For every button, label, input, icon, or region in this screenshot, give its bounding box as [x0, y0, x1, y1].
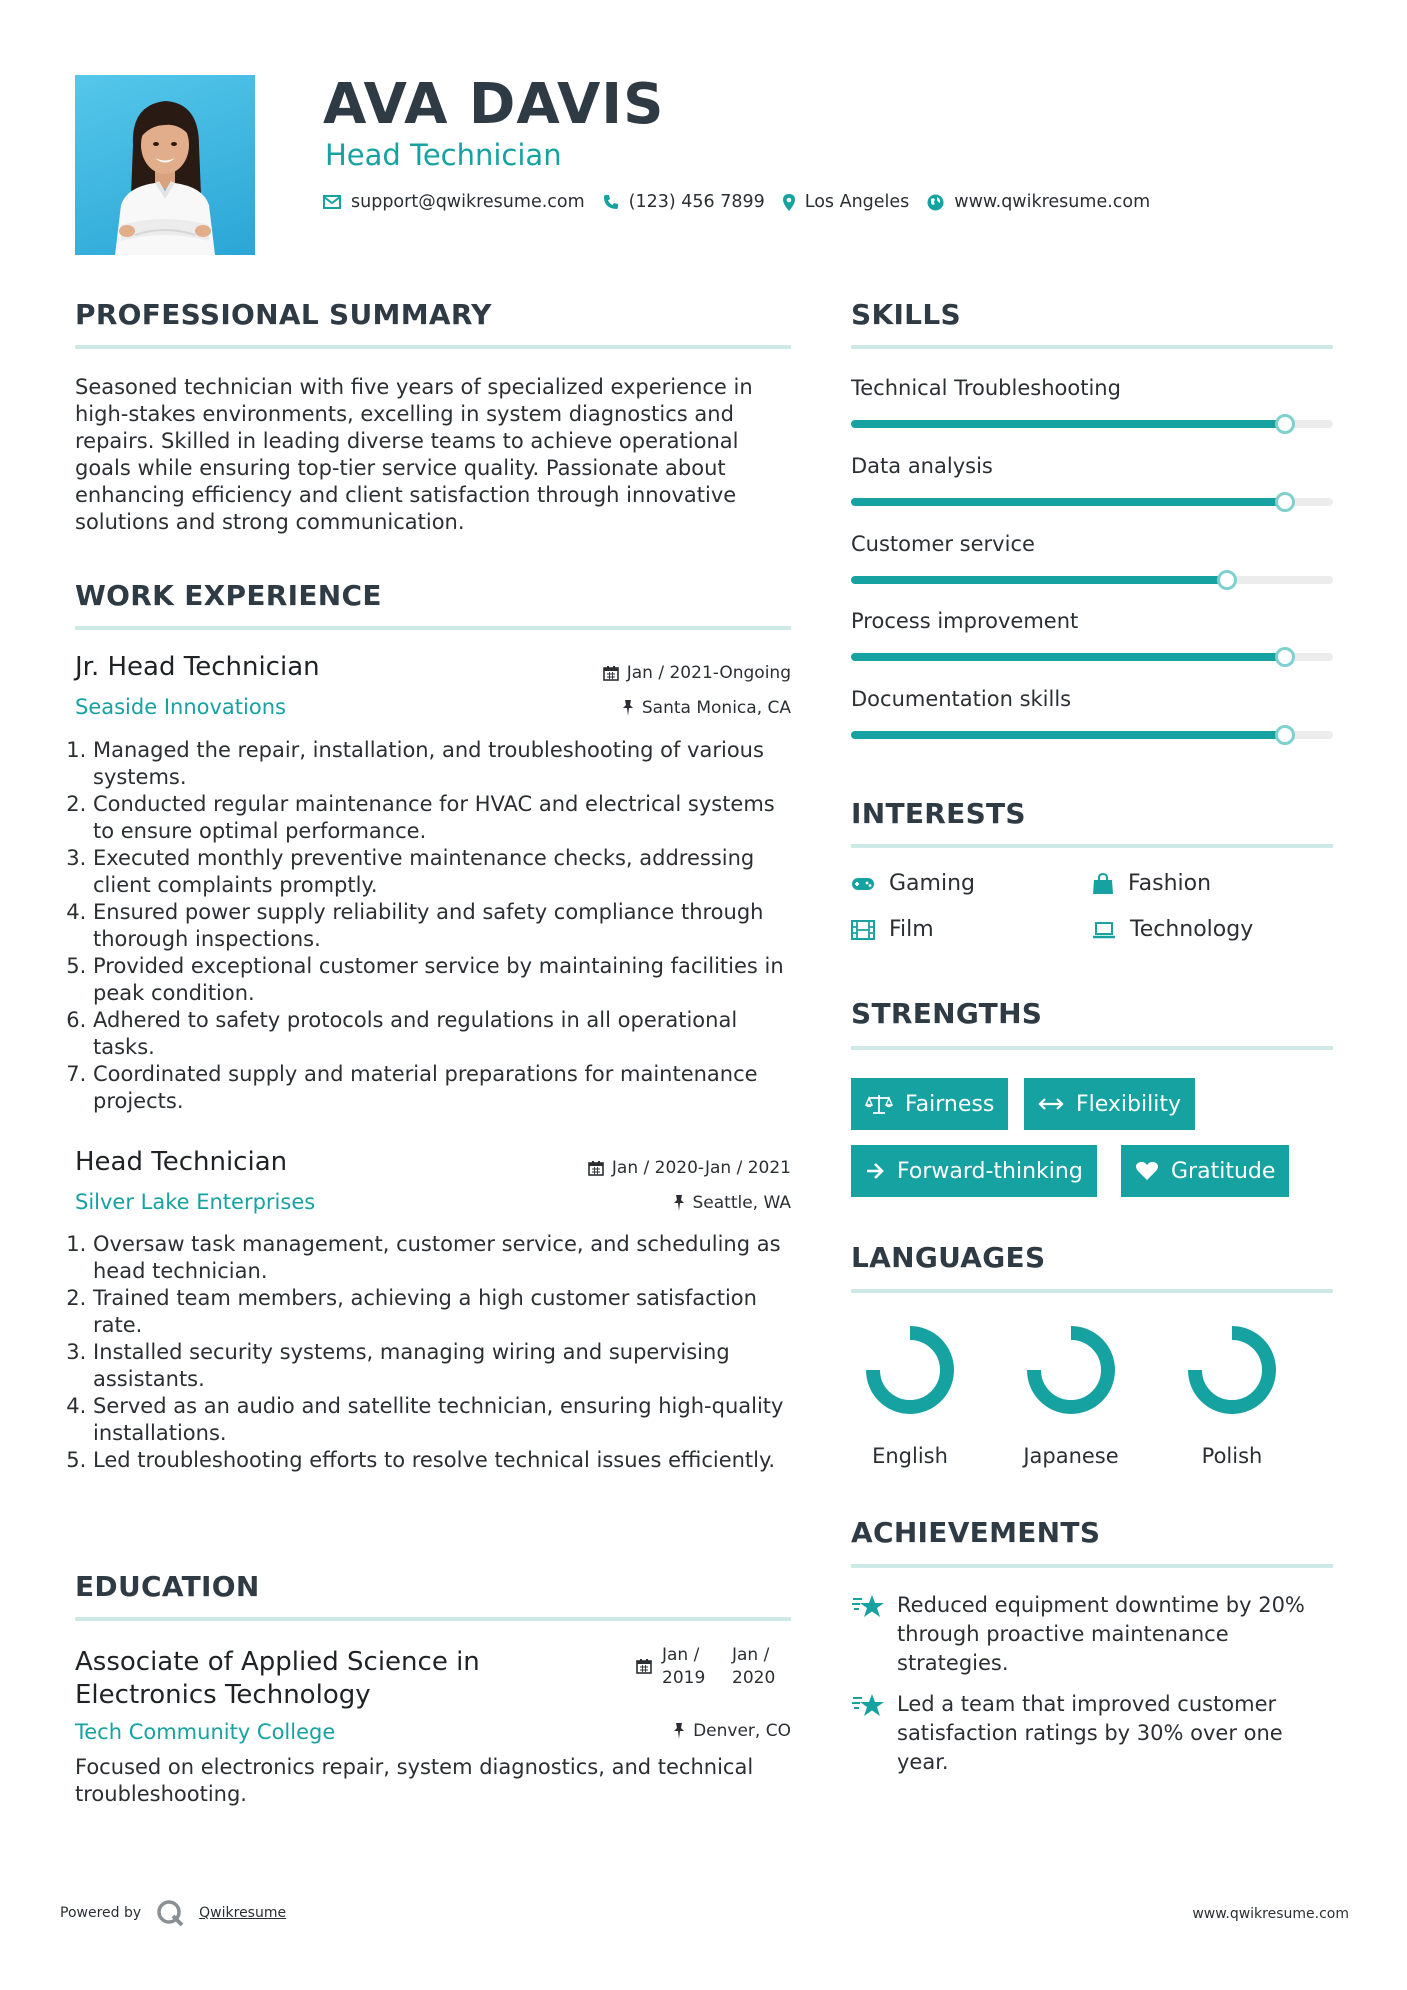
- achievement-text: Led a team that improved customer satisfaction ratings by 30% over one year.: [897, 1692, 1283, 1774]
- skill-bar-knob: [1275, 414, 1295, 434]
- education-end: Jan / 2020: [732, 1645, 776, 1688]
- shooting-star-icon: [851, 1593, 885, 1621]
- achievements-divider: [851, 1564, 1333, 1568]
- summary-divider: [75, 345, 791, 349]
- language-polish: [1172, 1322, 1292, 1468]
- list-item: 4. Served as an audio and satellite technician, ensuring high-quality installations.: [93, 1393, 795, 1447]
- website-text: www.qwikresume.com: [954, 192, 1151, 212]
- contact-location: [783, 192, 910, 212]
- balance-scale-icon: [865, 1093, 893, 1115]
- skills-divider: [851, 345, 1333, 349]
- summary-text: Seasoned technician with five years of specialized experience in high-stakes environments, excelling in system diagnostics and repairs. Skilled in leading diverse teams to achieve operational goals while ensuring top-tier service quality. Passionate about enhancing efficiency and client satisfaction through innovative solutions and strong communication.: [75, 375, 753, 534]
- job-1-location-text: Santa Monica, CA: [641, 698, 791, 718]
- education-degree: Associate of Applied Science in Electronics Technology: [75, 1647, 480, 1710]
- skill-bar: [851, 498, 1333, 506]
- job-2-title: Head Technician: [75, 1147, 288, 1177]
- language-label: English: [872, 1444, 948, 1468]
- experience-divider: [75, 626, 791, 630]
- interests-divider: [851, 844, 1333, 848]
- heart-icon: [1135, 1161, 1159, 1181]
- list-item: 4. Ensured power supply reliability and safety compliance through thorough inspections.: [93, 899, 795, 953]
- list-item: 3. Executed monthly preventive maintenance checks, addressing client complaints promptly.: [93, 845, 795, 899]
- skill-label: Data analysis: [851, 454, 993, 478]
- education-dates: [636, 1644, 794, 1690]
- interest-label: Technology: [1130, 917, 1254, 942]
- strength-label: Forward-thinking: [897, 1158, 1083, 1184]
- interest-label: Gaming: [889, 871, 975, 896]
- arrows-horizontal-icon: [1038, 1097, 1064, 1111]
- language-label: Japanese: [1023, 1444, 1119, 1468]
- list-item: 1. Oversaw task management, customer service, and scheduling as head technician.: [93, 1231, 795, 1285]
- phone-text: (123) 456 7899: [628, 192, 765, 212]
- skill-label: Process improvement: [851, 609, 1079, 633]
- language-label: Polish: [1201, 1444, 1263, 1468]
- language-ring: [1184, 1322, 1280, 1418]
- strength-forward-thinking: [851, 1145, 1097, 1197]
- job-2-location: [673, 1193, 792, 1213]
- strength-fairness: [851, 1078, 1008, 1130]
- list-item: 2. Conducted regular maintenance for HVAC and electrical systems to ensure optimal performance.: [93, 791, 795, 845]
- language-ring: [862, 1322, 958, 1418]
- envelope-icon: [323, 195, 341, 209]
- list-item: 6. Adhered to safety protocols and regulations in all operational tasks.: [93, 1007, 795, 1061]
- skill-bar-knob: [1275, 492, 1295, 512]
- strengths-divider: [851, 1046, 1333, 1050]
- education-location: [673, 1721, 791, 1741]
- list-item: 7. Coordinated supply and material preparations for maintenance projects.: [93, 1061, 795, 1115]
- strength-gratitude: [1121, 1145, 1289, 1197]
- list-item: 5. Led troubleshooting efforts to resolve technical issues efficiently.: [93, 1447, 795, 1474]
- education-location-text: Denver, CO: [693, 1721, 791, 1741]
- job-2-dates: [588, 1158, 791, 1178]
- candidate-name: AVA DAVIS: [323, 72, 665, 137]
- skill-bar: [851, 653, 1333, 661]
- job-2-duties: [75, 1231, 795, 1474]
- qwikresume-logo-icon: [155, 1898, 185, 1928]
- interests-heading: INTERESTS: [851, 797, 1026, 830]
- job-2-company: Silver Lake Enterprises: [75, 1190, 316, 1214]
- contact-bar: [323, 192, 1168, 212]
- pin-icon: [673, 1723, 685, 1739]
- contact-phone[interactable]: [603, 192, 765, 212]
- strength-label: Gratitude: [1171, 1158, 1276, 1184]
- contact-website[interactable]: [927, 192, 1150, 212]
- skill-bar-fill: [851, 420, 1285, 428]
- pin-icon: [673, 1195, 685, 1211]
- skill-bar-knob: [1217, 570, 1237, 590]
- skill-label: Documentation skills: [851, 687, 1072, 711]
- list-item: 3. Installed security systems, managing wiring and supervising assistants.: [93, 1339, 795, 1393]
- skill-bar-knob: [1275, 647, 1295, 667]
- film-icon: [851, 920, 875, 940]
- languages-divider: [851, 1289, 1333, 1293]
- skill-label: Technical Troubleshooting: [851, 376, 1121, 400]
- skills-heading: SKILLS: [851, 298, 961, 331]
- interest-technology: [1092, 917, 1253, 942]
- achievement-item: [851, 1690, 1331, 1777]
- strength-label: Fairness: [905, 1091, 995, 1117]
- candidate-title: Head Technician: [325, 138, 562, 172]
- job-1-dates: [603, 663, 791, 683]
- job-2-location-text: Seattle, WA: [692, 1193, 791, 1213]
- calendar-icon: [603, 665, 619, 681]
- interest-film: [851, 917, 934, 942]
- job-1-dates-text: Jan / 2021-Ongoing: [626, 663, 791, 683]
- pin-icon: [622, 700, 634, 716]
- language-english: [850, 1322, 970, 1468]
- skill-bar-fill: [851, 653, 1285, 661]
- phone-icon: [603, 194, 619, 210]
- skill-bar: [851, 731, 1333, 739]
- job-1-location: [622, 698, 791, 718]
- map-marker-icon: [783, 194, 795, 211]
- list-item: 5. Provided exceptional customer service by maintaining facilities in peak condition.: [93, 953, 795, 1007]
- strength-label: Flexibility: [1076, 1091, 1181, 1117]
- job-1-duties: [75, 737, 795, 1115]
- skill-label: Customer service: [851, 532, 1035, 556]
- experience-heading: WORK EXPERIENCE: [75, 579, 382, 612]
- arrow-right-icon: [865, 1162, 885, 1180]
- summary-heading: PROFESSIONAL SUMMARY: [75, 298, 492, 331]
- skill-bar-knob: [1275, 725, 1295, 745]
- skill-bar: [851, 576, 1333, 584]
- list-item: 2. Trained team members, achieving a high customer satisfaction rate.: [93, 1285, 795, 1339]
- qwikresume-link[interactable]: Qwikresume: [199, 1905, 287, 1921]
- achievements-heading: ACHIEVEMENTS: [851, 1516, 1101, 1549]
- skill-bar-fill: [851, 498, 1285, 506]
- education-start: Jan / 2019: [662, 1645, 706, 1688]
- person-photo-illustration: [75, 75, 255, 255]
- email-text: support@qwikresume.com: [351, 192, 585, 212]
- skill-bar-fill: [851, 576, 1227, 584]
- contact-email[interactable]: [323, 192, 585, 212]
- language-japanese: [1011, 1322, 1131, 1468]
- footer-url[interactable]: www.qwikresume.com: [1192, 1906, 1349, 1922]
- laptop-icon: [1092, 921, 1116, 939]
- interest-gaming: [851, 871, 975, 896]
- shopping-bag-icon: [1092, 873, 1114, 895]
- achievement-text: Reduced equipment downtime by 20% through proactive maintenance strategies.: [897, 1593, 1305, 1675]
- footer-powered-by: [60, 1898, 286, 1928]
- languages-heading: LANGUAGES: [851, 1241, 1046, 1274]
- education-divider: [75, 1617, 791, 1621]
- powered-by-text: Powered by: [60, 1905, 142, 1921]
- shooting-star-icon: [851, 1692, 885, 1720]
- calendar-icon: [636, 1658, 652, 1674]
- globe-icon: [927, 194, 944, 211]
- list-item: 1. Managed the repair, installation, and troubleshooting of various systems.: [93, 737, 795, 791]
- profile-photo: [75, 75, 255, 255]
- location-text: Los Angeles: [804, 192, 910, 212]
- strength-flexibility: [1024, 1078, 1195, 1130]
- interest-fashion: [1092, 871, 1211, 896]
- language-ring: [1023, 1322, 1119, 1418]
- education-school: Tech Community College: [75, 1720, 336, 1744]
- job-1-title: Jr. Head Technician: [75, 652, 320, 682]
- strengths-heading: STRENGTHS: [851, 997, 1043, 1030]
- skill-bar-fill: [851, 731, 1285, 739]
- interest-label: Fashion: [1128, 871, 1212, 896]
- education-heading: EDUCATION: [75, 1570, 260, 1603]
- education-description: Focused on electronics repair, system diagnostics, and technical troubleshooting.: [75, 1755, 754, 1806]
- gamepad-icon: [851, 876, 875, 892]
- interest-label: Film: [889, 917, 934, 942]
- calendar-icon: [588, 1160, 604, 1176]
- job-1-company: Seaside Innovations: [75, 695, 286, 719]
- skill-bar: [851, 420, 1333, 428]
- achievement-item: [851, 1591, 1331, 1678]
- job-2-dates-text: Jan / 2020-Jan / 2021: [611, 1158, 791, 1178]
